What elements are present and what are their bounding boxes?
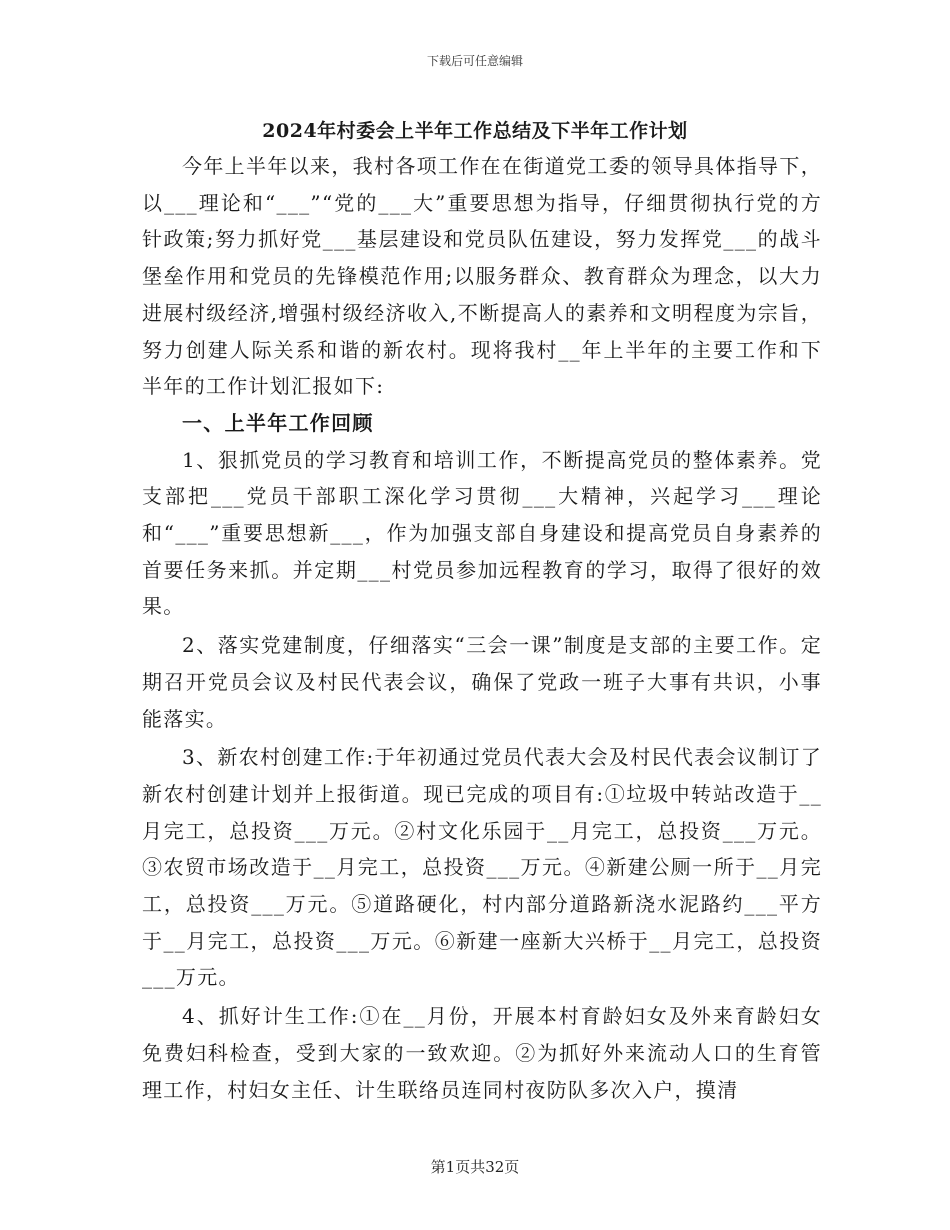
header-note: 下载后可任意编辑 bbox=[426, 54, 523, 68]
document-body bbox=[142, 148, 822, 1108]
document-title: 2024年村委会上半年工作总结及下半年工作计划 bbox=[262, 120, 688, 142]
paragraph-item-4: 4、抓好计生工作:①在__月份，开展本村育龄妇女及外来育龄妇女免费妇科检查，受到大家的一致欢迎。②为抓好外来流动人口的生育管理工作，村妇女主任、计生联络员连同村夜防队多次入户，摸清 bbox=[142, 1004, 822, 1102]
page-footer: 第1页共32页 bbox=[430, 1158, 520, 1176]
section-heading: 一、上半年工作回顾 bbox=[182, 410, 374, 435]
paragraph-intro: 今年上半年以来，我村各项工作在在街道党工委的领导具体指导下，以___理论和“___”“党的___大”重要思想为指导，仔细贯彻执行党的方针政策;努力抓好党___基层建设和党员队伍建设，努力发挥党___的战斗堡垒作用和党员的先锋模范作用;以服务群众、教育群众为理念，以大力进展村级经济,增强村级经济收入,不断提高人的素养和文明程度为宗旨，努力创建人际关系和谐的新农村。现将我村__年上半年的主要工作和下半年的工作计划汇报如下: bbox=[142, 154, 822, 399]
paragraph-item-3: 3、新农村创建工作:于年初通过党员代表大会及村民代表会议制订了新农村创建计划并上报街道。现已完成的项目有:①垃圾中转站改造于__月完工，总投资___万元。②村文化乐园于__月完工，总投资___万元。③农贸市场改造于__月完工，总投资___万元。④新建公厕一所于__月完工，总投资___万元。⑤道路硬化，村内部分道路新浇水泥路约___平方于__月完工，总投资___万元。⑥新建一座新大兴桥于__月完工，总投资___万元。 bbox=[142, 745, 822, 990]
paragraph-item-1: 1、狠抓党员的学习教育和培训工作，不断提高党员的整体素养。党支部把___党员干部职工深化学习贯彻___大精神，兴起学习___理论和“___”重要思想新___，作为加强支部自身建设和提高党员自身素养的首要任务来抓。并定期___村党员参加远程教育的学习，取得了很好的效果。 bbox=[142, 447, 822, 619]
paragraph-item-2: 2、落实党建制度，仔细落实“三会一课”制度是支部的主要工作。定期召开党员会议及村民代表会议，确保了党政一班子大事有共识，小事能落实。 bbox=[142, 633, 822, 731]
